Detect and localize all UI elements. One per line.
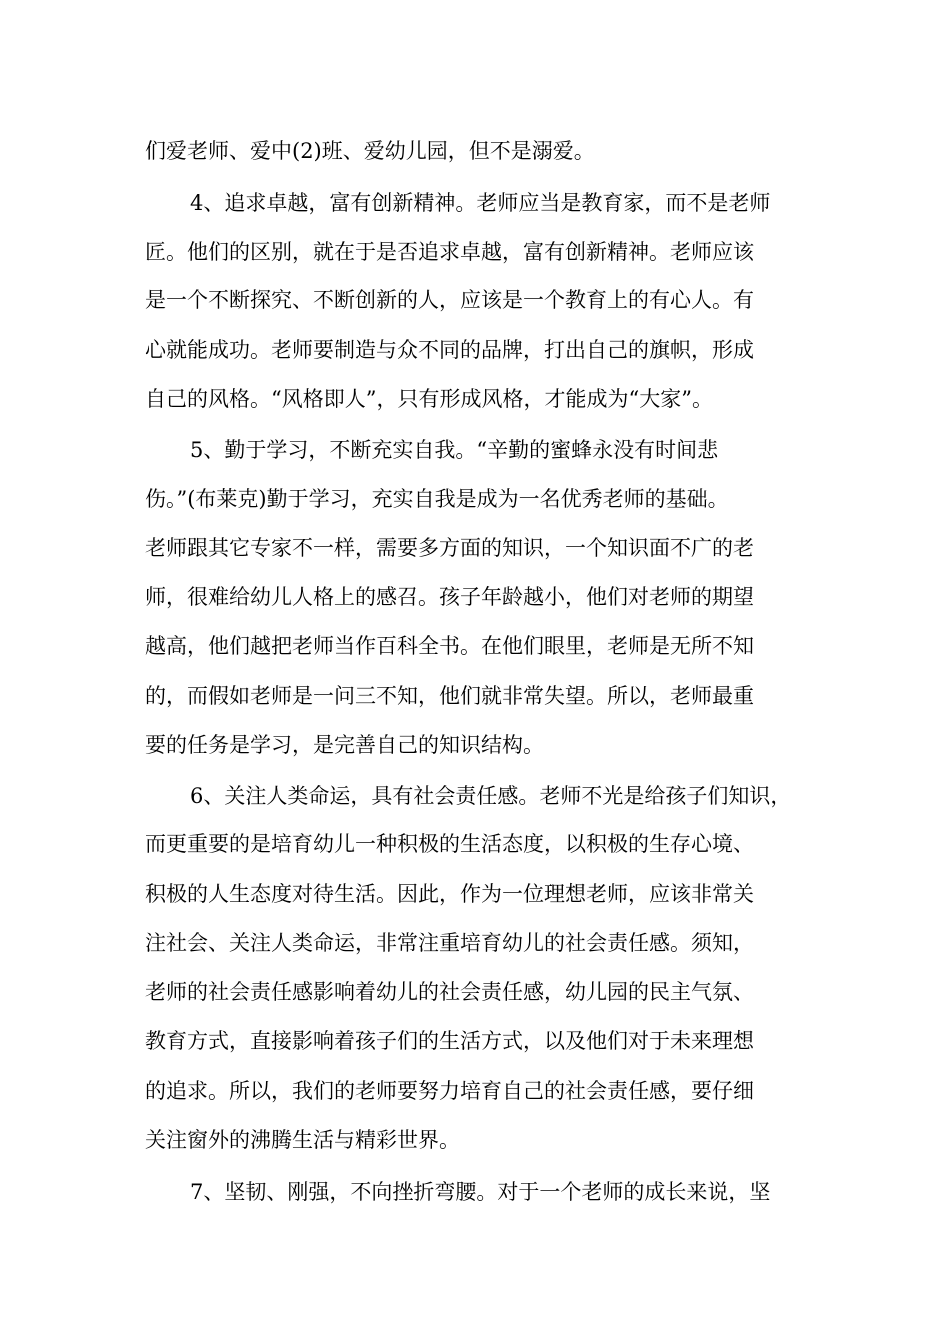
text-line: 越高，他们越把老师当作百科全书。在他们眼里，老师是无所不知 (145, 634, 754, 658)
text-line: 们爱老师、爱中(2)班、爱幼儿园，但不是溺爱。 (145, 139, 595, 163)
text-line: 师，很难给幼儿人格上的感召。孩子年龄越小，他们对老师的期望 (145, 585, 754, 609)
text-line: 老师的社会责任感影响着幼儿的社会责任感，幼儿园的民主气氛、 (145, 980, 754, 1004)
text-line: 注社会、关注人类命运，非常注重培育幼儿的社会责任感。须知， (145, 931, 754, 955)
text-line: 伤。”(布莱克)勤于学习，充实自我是成为一名优秀老师的基础。 (145, 487, 729, 511)
text-line: 的追求。所以，我们的老师要努力培育自己的社会责任感，要仔细 (145, 1079, 754, 1103)
text-line: 自己的风格。“风格即人”，只有形成风格，才能成为“大家”。 (145, 387, 713, 411)
text-line: 积极的人生态度对待生活。因此，作为一位理想老师，应该非常关 (145, 882, 754, 906)
text-line: 教育方式，直接影响着孩子们的生活方式，以及他们对于未来理想 (145, 1029, 754, 1053)
text-line: 而更重要的是培育幼儿一种积极的生活态度，以积极的生存心境、 (145, 832, 754, 856)
paragraph-6-heading-line: 6、关注人类命运，具有社会责任感。老师不光是给孩子们知识， (190, 784, 792, 808)
paragraph-7-heading-line: 7、坚韧、刚强，不向挫折弯腰。对于一个老师的成长来说，坚 (190, 1180, 771, 1204)
text-line: 的，而假如老师是一问三不知，他们就非常失望。所以，老师最重 (145, 684, 754, 708)
text-line: 老师跟其它专家不一样，需要多方面的知识，一个知识面不广的老 (145, 536, 754, 560)
paragraph-4-heading-line: 4、追求卓越，富有创新精神。老师应当是教育家，而不是老师 (190, 191, 771, 215)
paragraph-5-heading-line: 5、勤于学习，不断充实自我。“辛勤的蜜蜂永没有时间悲 (190, 438, 719, 462)
text-line: 要的任务是学习，是完善自己的知识结构。 (145, 733, 544, 757)
text-line: 关注窗外的沸腾生活与精彩世界。 (145, 1128, 460, 1152)
text-line: 是一个不断探究、不断创新的人，应该是一个教育上的有心人。有 (145, 288, 754, 312)
text-line: 匠。他们的区别，就在于是否追求卓越，富有创新精神。老师应该 (145, 240, 754, 264)
text-line: 心就能成功。老师要制造与众不同的品牌，打出自己的旗帜，形成 (145, 338, 754, 362)
